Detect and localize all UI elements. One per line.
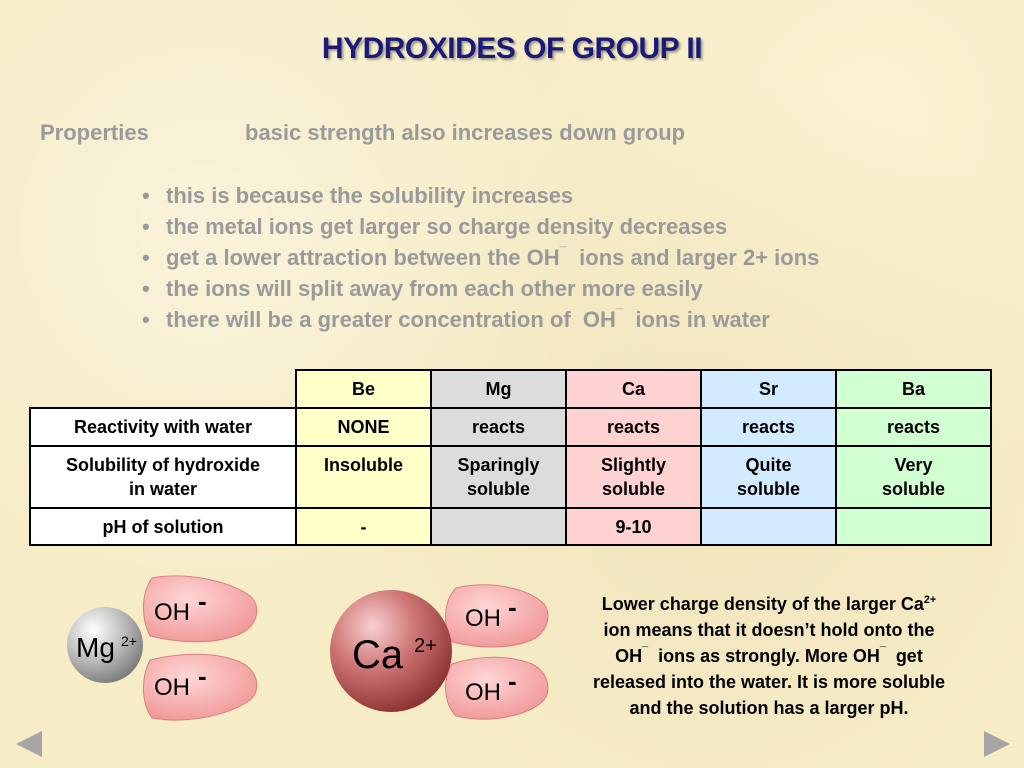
row-label: Reactivity with water: [30, 408, 296, 446]
mg-charge: 2+: [121, 633, 137, 649]
bullet-item: • this is because the solubility increases: [142, 183, 574, 208]
oh-charge: -: [508, 592, 517, 622]
table-cell: Quite soluble: [701, 446, 836, 508]
bullet-item: • the ions will split away from each other more easily: [142, 276, 703, 301]
slide-title: HYDROXIDES OF GROUP II: [321, 32, 703, 65]
table-cell: Slightly soluble: [566, 446, 701, 508]
oh-charge: -: [508, 666, 517, 696]
oh-label: OH: [154, 674, 190, 701]
triangle-left-icon[interactable]: [16, 731, 42, 757]
row-label: Solubility of hydroxide in water: [30, 446, 296, 508]
triangle-right-icon[interactable]: [984, 731, 1010, 757]
bullet-item: • there will be a greater concentration of OH¯ ions in water: [142, 306, 770, 332]
oh-label: OH: [465, 605, 501, 632]
table-cell: Sparingly soluble: [431, 446, 566, 508]
header-ba: Ba: [836, 370, 991, 408]
table-cell: 9-10: [566, 508, 701, 545]
row-label: pH of solution: [30, 508, 296, 545]
table-cell: -: [296, 508, 431, 545]
header-be: Be: [296, 370, 431, 408]
oh-label: OH: [465, 679, 501, 706]
mg-symbol: Mg: [76, 632, 115, 663]
table-cell: reacts: [836, 408, 991, 446]
ca-charge: 2+: [414, 635, 437, 657]
explanation-line: Lower charge density of the larger $Ca^{2+}$: [601, 594, 937, 614]
ca-symbol: Ca: [352, 633, 404, 677]
table-cell: reacts: [566, 408, 701, 446]
explanation-text: [556, 591, 982, 721]
table-cell: NONE: [296, 408, 431, 446]
bullet-item: • get a lower attraction between the OH¯ ions and larger 2+ ions: [142, 244, 820, 270]
properties-label: Properties: [40, 120, 149, 145]
header-sr: Sr: [701, 370, 836, 408]
oh-charge: -: [198, 586, 207, 616]
explanation-line: OH¯ ions as strongly. More OH¯ get: [615, 646, 923, 666]
header-ca: Ca: [566, 370, 701, 408]
bullet-item: • the metal ions get larger so charge density decreases: [142, 214, 728, 239]
properties-text: basic strength also increases down group: [245, 120, 686, 145]
table-cell: reacts: [431, 408, 566, 446]
oh-label: OH: [154, 599, 190, 626]
explanation-line: released into the water. It is more soluble: [592, 672, 946, 692]
table-cell: Insoluble: [296, 446, 431, 508]
header-mg: Mg: [431, 370, 566, 408]
explanation-line: and the solution has a larger pH.: [629, 698, 909, 718]
oh-charge: -: [198, 661, 207, 691]
explanation-line: ion means that it doesn’t hold onto the: [603, 620, 935, 640]
table-cell: reacts: [701, 408, 836, 446]
table-cell: Very soluble: [836, 446, 991, 508]
